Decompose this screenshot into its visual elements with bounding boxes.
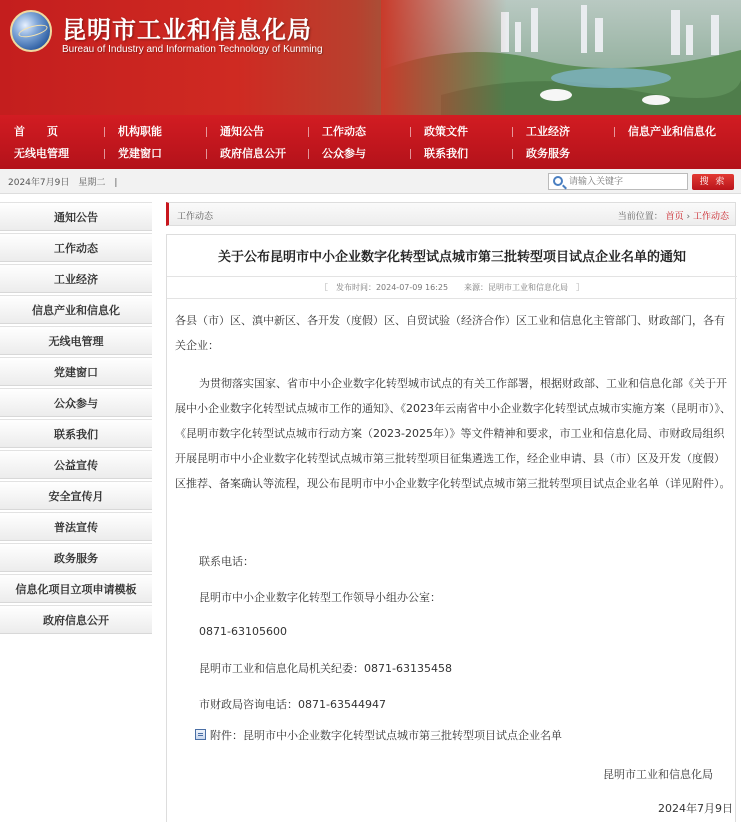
document-icon [195,729,206,740]
nav-item-industry-economy[interactable] [512,121,614,143]
nav-label: 工作动态 [322,125,366,138]
nav-item-radio[interactable] [0,143,102,165]
contact-office: 昆明市中小企业数字化转型工作领导小组办公室： [199,591,441,604]
breadcrumb-home-link[interactable]: 首页 [665,212,684,222]
sidebar-item-public-welfare[interactable]: 公益宣传 [0,450,152,479]
contact-office-phone: 0871-63105600 [199,625,287,638]
nav-row-2 [0,143,741,165]
divider [167,276,737,277]
site-title: 昆明市工业和信息化局 [62,16,312,44]
sidebar-item-party[interactable]: 党建窗口 [0,357,152,386]
article-meta: ［ 发布时间：2024-07-09 16:25 来源：昆明市工业和信息化局 ］ [319,283,585,292]
signature-organization: 昆明市工业和信息化局 [603,768,713,781]
sidebar-item-notices[interactable]: 通知公告 [0,202,152,231]
signature-date: 2024年7月9日 [658,802,733,815]
nav-label: 工业经济 [526,125,570,138]
nav-item-notices[interactable] [206,121,308,143]
nav-label: 信息产业和信息化 [628,125,716,138]
attachment-label: 附件：昆明市中小企业数字化转型试点城市第三批转型项目试点企业名单 [210,729,562,742]
nav-label: 公众参与 [322,147,366,160]
sidebar-item-gov-services[interactable]: 政务服务 [0,543,152,572]
breadcrumb-bar [166,202,736,226]
sidebar-item-industry-economy[interactable]: 工业经济 [0,264,152,293]
contact-finance: 市财政局咨询电话：0871-63544947 [199,698,386,711]
sidebar-item-public[interactable]: 公众参与 [0,388,152,417]
sidebar-item-work-news[interactable]: 工作动态 [0,233,152,262]
sidebar-item-radio[interactable]: 无线电管理 [0,326,152,355]
article-body-paragraph: 为贯彻落实国家、省市中小企业数字化转型城市试点的有关工作部署，根据财政部、工业和信息化部《关于开展中小企业数字化转型试点城市工作的通知》、《2023年云南省中小企业数字化转型试点城市实施方案（昆明市）》、《昆明市数字化转型试点城市行动方案（2023-2025年）》等文件精神和要求，市工业和信息化局、市财政局组织开展昆明市中小企业数字化转型试点城市第三批转型项目征集遴选工作，经企业申请、县（市）区及开发（度假）区推荐、备案确认等流程，现公布昆明市中小企业数字化转型试点城市第三批转型项目试点企业名单（详见附件）。 [175,377,731,490]
nav-item-gov-services[interactable] [512,143,614,165]
section-title: 工作动态 [177,212,214,222]
nav-item-gov-info[interactable] [206,143,308,165]
breadcrumb [618,209,729,222]
main-nav [0,115,741,169]
search-box [548,173,688,190]
sidebar-item-legal[interactable]: 普法宣传 [0,512,152,541]
nav-item-work-news[interactable] [308,121,410,143]
nav-item-public[interactable] [308,143,410,165]
nav-item-info-industry[interactable] [614,121,741,143]
nav-item-party[interactable] [104,143,206,165]
search-icon [553,176,563,186]
search-button[interactable]: 搜 索 [692,174,734,190]
attachment-link[interactable] [195,727,562,743]
nav-item-functions[interactable] [104,121,206,143]
sidebar-item-contact[interactable]: 联系我们 [0,419,152,448]
nav-label: 政务服务 [526,147,570,160]
nav-label: 首 页 [14,125,58,138]
search-input[interactable] [569,175,685,188]
sidebar-menu [0,202,152,636]
divider [167,298,737,299]
sidebar-item-safety-month[interactable]: 安全宣传月 [0,481,152,510]
nav-item-home[interactable] [0,121,102,143]
site-subtitle: Bureau of Industry and Information Technology of Kunming [62,44,323,55]
sidebar-item-project-template[interactable]: 信息化项目立项申请模板 [0,574,152,603]
contact-discipline: 昆明市工业和信息化局机关纪委：0871-63135458 [199,662,452,675]
breadcrumb-prefix: 当前位置： [617,212,663,222]
info-bar [0,169,741,194]
breadcrumb-separator: › [686,212,693,222]
nav-item-contact[interactable] [410,143,512,165]
nav-label: 政府信息公开 [220,147,286,160]
nav-label: 无线电管理 [14,147,69,160]
city-landscape-image [381,0,741,115]
nav-label: 政策文件 [424,125,468,138]
sidebar-item-gov-info[interactable]: 政府信息公开 [0,605,152,634]
nav-label: 机构职能 [118,125,162,138]
nav-label: 党建窗口 [118,147,162,160]
article-salutation: 各县（市）区、滇中新区、各开发（度假）区、自贸试验（经济合作）区工业和信息化主管部门、财政部门，各有关企业： [175,314,725,352]
current-date: 2024年7月9日 星期二 | [8,178,118,188]
nav-label: 联系我们 [424,147,468,160]
nav-item-policies[interactable] [410,121,512,143]
nav-row-1 [0,121,741,143]
nav-label: 通知公告 [220,125,264,138]
contact-label: 联系电话： [199,555,254,568]
sidebar-item-info-industry[interactable]: 信息产业和信息化 [0,295,152,324]
site-banner [0,0,741,115]
article-title: 关于公布昆明市中小企业数字化转型试点城市第三批转型项目试点企业名单的通知 [217,250,686,265]
bureau-emblem-icon [10,10,52,52]
breadcrumb-current-link[interactable]: 工作动态 [692,212,729,222]
article-panel [166,234,736,822]
